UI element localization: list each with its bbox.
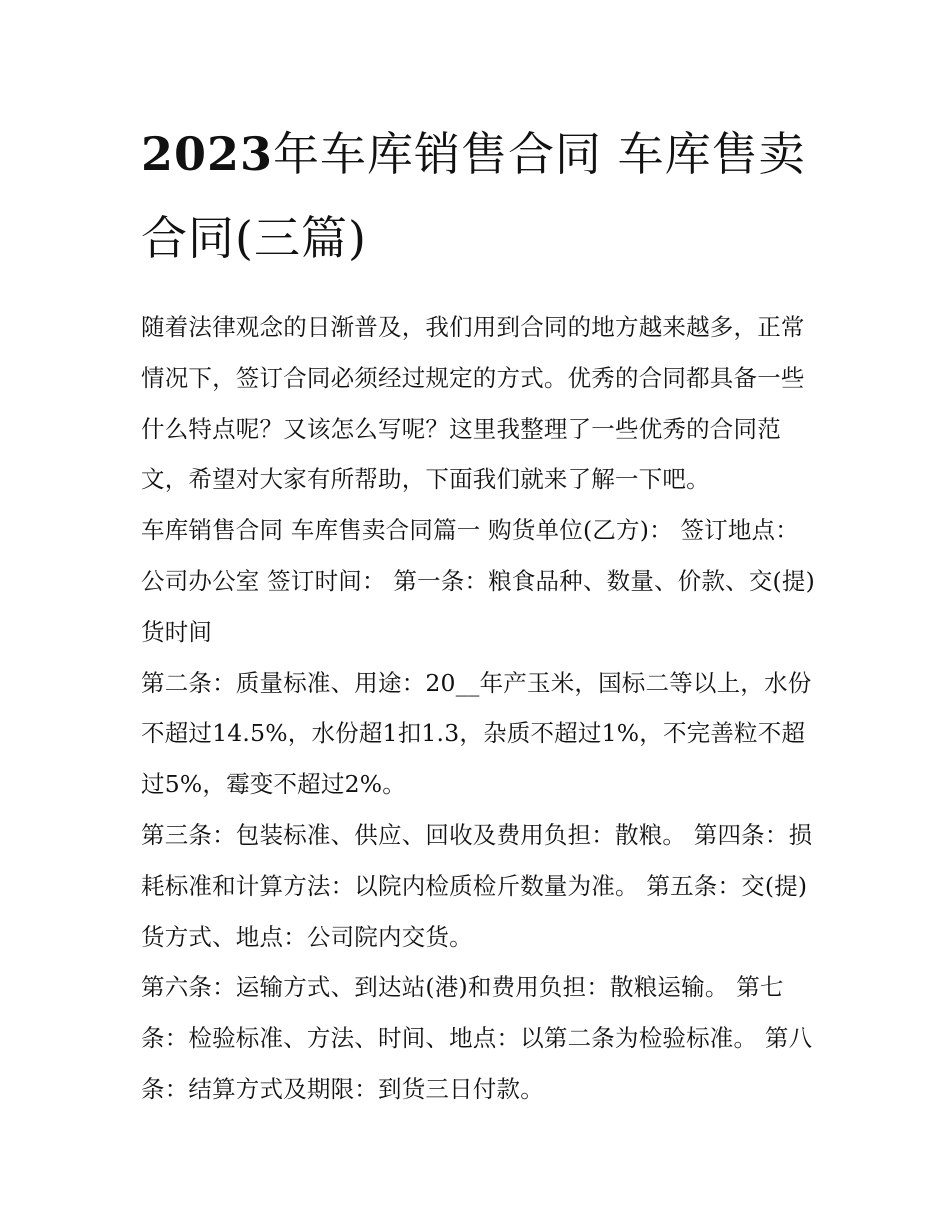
document-body [141,302,821,1115]
contract-header-paragraph: 车库销售合同 车库售卖合同篇一 购货单位(乙方)： 签订地点：公司办公室 签订时间： 第一条：粮食品种、数量、价款、交(提)货时间 [141,516,815,646]
clauses-3-5-paragraph: 第三条：包装标准、供应、回收及费用负担：散粮。 第四条：损耗标准和计算方法：以院内检质检斤数量为准。 第五条：交(提)货方式、地点：公司院内交货。 [141,820,813,951]
document-page [141,112,821,1115]
clause-2-paragraph: 第二条：质量标准、用途：20__年产玉米，国标二等以上，水份不超过14.5%，水份超1扣1.3，杂质不超过1%，不完善粒不超过5%，霉变不超过2%。 [141,668,812,799]
title-text: 年车库销售合同 车库售卖合同(三篇) [141,127,806,265]
clauses-6-8-paragraph: 第六条：运输方式、到达站(港)和费用负担：散粮运输。 第七条：检验标准、方法、时间、地点：以第二条为检验标准。 第八条：结算方式及期限：到货三日付款。 [141,973,813,1103]
document-title [141,112,821,280]
title-year: 2023 [141,127,274,181]
intro-paragraph: 随着法律观念的日渐普及，我们用到合同的地方越来越多，正常情况下，签订合同必须经过规定的方式。优秀的合同都具备一些什么特点呢？又该怎么写呢？这里我整理了一些优秀的合同范文，希望对大家有所帮助，下面我们就来了解一下吧。 [141,313,805,494]
